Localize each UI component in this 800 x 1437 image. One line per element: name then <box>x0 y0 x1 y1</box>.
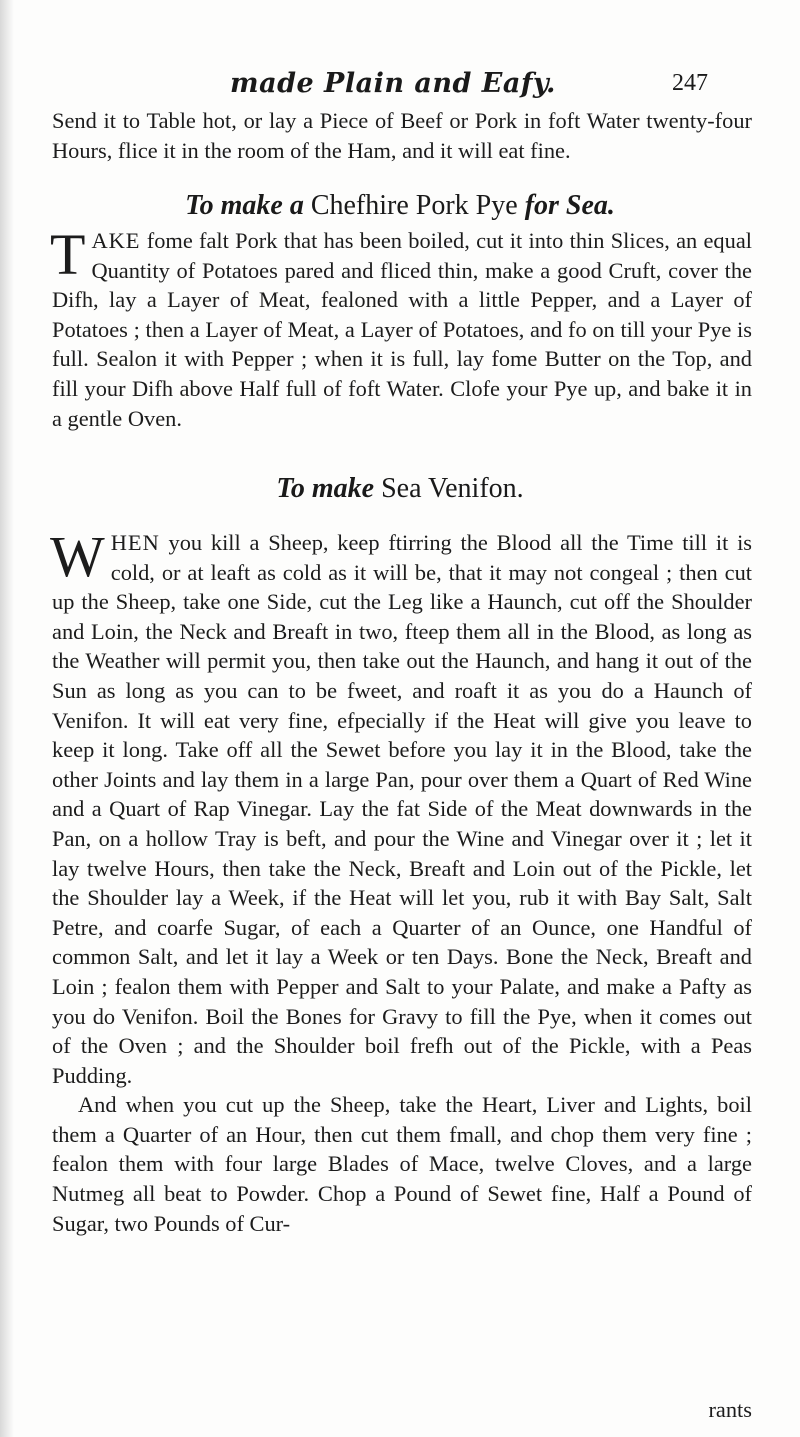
recipe-paragraph-second: And when you cut up the Sheep, take the Heart, Liver and Lights, boil them a Quarter of an Hour, then cut them fmall, and chop them very fine ; fealon them with four large Blades of Mace, twelve Cloves, and a large Nutmeg all beat to Powder. Chop a Pound of Sewet fine, Half a Pound of Sugar, two Pounds of Cur- <box>52 1092 752 1236</box>
drop-cap: W <box>50 524 105 589</box>
running-title: made Plain and Eafy. <box>230 68 556 99</box>
lead-word: AKE <box>91 228 141 253</box>
lead-word: HEN <box>110 530 160 555</box>
heading-main: Chefhire Pork Pye <box>303 190 525 221</box>
catchword: rants <box>708 1397 752 1422</box>
recipe-body-sea-venison <box>50 524 752 1238</box>
intro-paragraph <box>52 106 752 165</box>
drop-cap: T <box>50 222 86 287</box>
running-head <box>0 68 800 108</box>
recipe-body-pork-pye <box>50 222 752 433</box>
heading-suffix: for Sea. <box>524 190 615 221</box>
recipe-paragraph <box>50 524 752 1090</box>
heading-main: Sea Venifon. <box>374 473 524 504</box>
recipe-heading-pork-pye <box>0 190 800 222</box>
heading-prefix: To make a <box>185 190 304 221</box>
recipe-paragraph <box>50 222 752 433</box>
heading-prefix: To make <box>276 473 375 504</box>
recipe-heading-sea-venison <box>0 473 800 505</box>
page-number: 247 <box>672 70 708 96</box>
intro-paragraph-text: Send it to Table hot, or lay a Piece of Beef or Pork in foft Water twenty-four Hours, flice it in the room of the Ham, and it will eat fine. <box>52 108 752 163</box>
recipe-text: fome falt Pork that has been boiled, cut it into thin Slices, an equal Quantity of Potatoes pared and fliced thin, make a good Cruft, cover the Difh, lay a Layer of Meat, fealoned with a little Pepper, and a Layer of Potatoes ; then a Layer of Meat, a Layer of Potatoes, and fo on till your Pye is full. Sealon it with Pepper ; when it is full, lay fome Butter on the Top, and fill your Difh above Half full of foft Water. Clofe your Pye up, and bake it in a gentle Oven. <box>52 228 752 431</box>
recipe-text: you kill a Sheep, keep ftirring the Blood all the Time till it is cold, or at leaft as cold as it will be, that it may not congeal ; then cut up the Sheep, take one Side, cut the Leg like a Haunch, cut off the Shoulder and Loin, the Neck and Breaft in two, fteep them all in the Blood, as long as the Weather will permit you, then take out the Haunch, and hang it out of the Sun as long as you can to be fweet, and roaft it as you do a Haunch of Venifon. It will eat very fine, efpecially if the Heat will give you leave to keep it long. Take off all the Sewet before you lay it in the Blood, take the other Joints and lay them in a large Pan, pour over them a Quart of Red Wine and a Quart of Rap Vinegar. Lay the fat Side of the Meat downwards in the Pan, on a hollow Tray is beft, and pour the Wine and Vinegar over it ; let it lay twelve Hours, then take the Neck, Breaft and Loin out of the Pickle, let the Shoulder lay a Week, if the Heat will let you, rub it with Bay Salt, Salt Petre, and coarfe Sugar, of each a Quarter of an Ounce, one Handful of common Salt, and let it lay a Week or ten Days. Bone the Neck, Breaft and Loin ; fealon them with Pepper and Salt to your Palate, and make a Pafty as you do Venifon. Boil the Bones for Gravy to fill the Pye, when it comes out of the Oven ; and the Shoulder boil frefh out of the Pickle, with a Peas Pudding. <box>52 530 752 1088</box>
